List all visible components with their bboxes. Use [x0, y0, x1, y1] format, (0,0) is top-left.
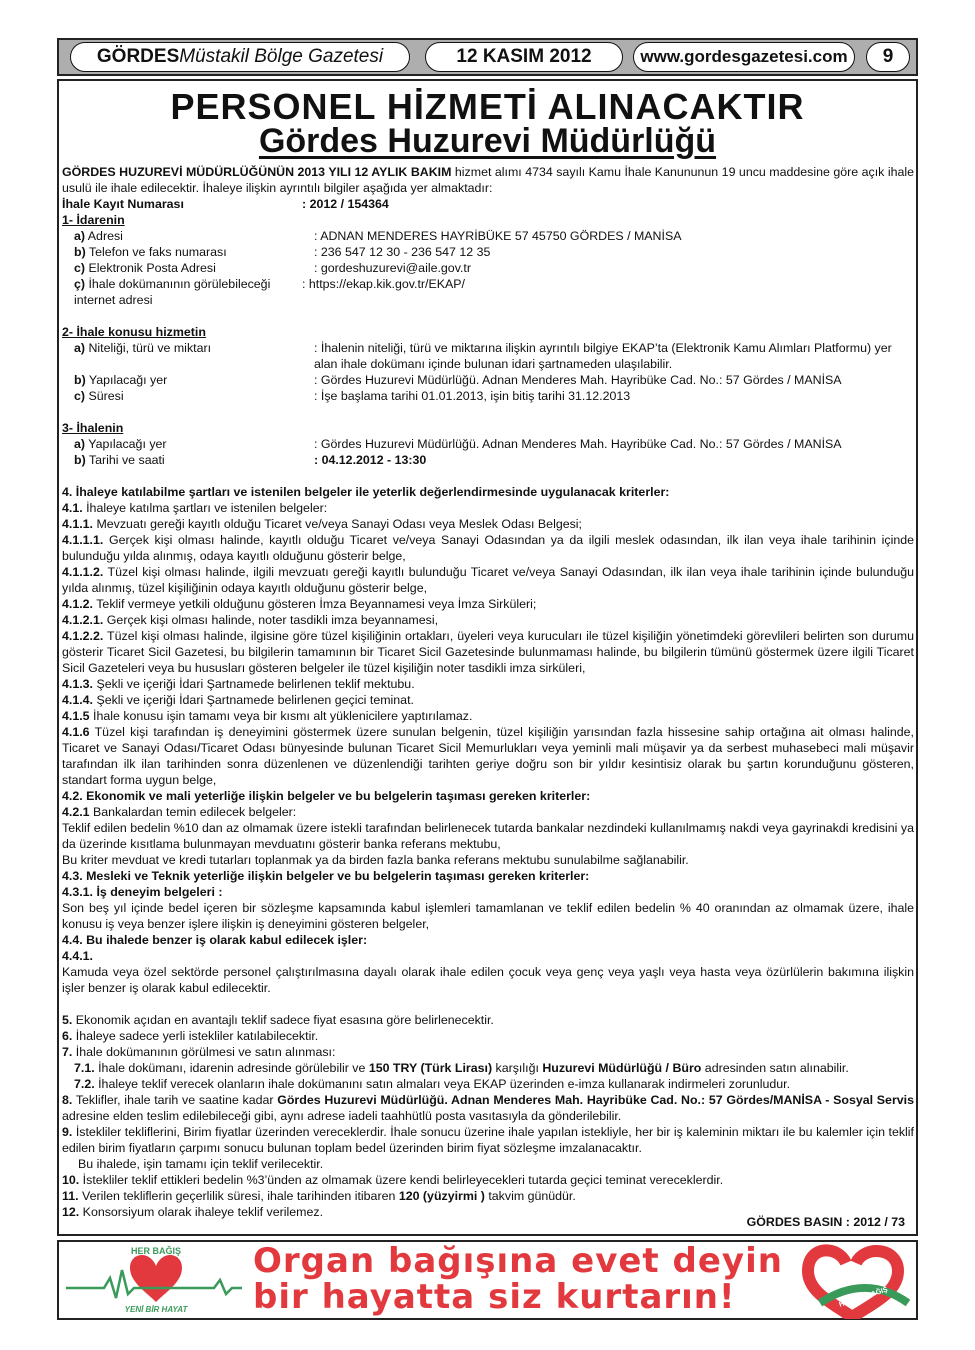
intro-bold: GÖRDES HUZUREVİ MÜDÜRLÜĞÜNÜN 2013 YILI 12 AYLIK BAKIM [62, 165, 452, 179]
criteria-paragraph [62, 676, 914, 692]
criteria-paragraph-bold: 4.3. Mesleki ve Teknik yeterliğe ilişkin belgeler ve bu belgelerin taşıması gereken kriterler: [62, 869, 590, 883]
criteria-paragraph [62, 564, 914, 596]
criteria-paragraph-text: İhale konusu işin tamamı veya bir kısmı alt yüklenicilere yaptırılamaz. [89, 709, 473, 723]
newspaper-name [70, 42, 410, 72]
issue-date [425, 42, 623, 72]
criteria-paragraph [62, 788, 914, 804]
registry-value: : 2012 / 154364 [302, 197, 389, 211]
s1-row-value: : 236 547 12 30 - 236 547 12 35 [314, 245, 491, 259]
s3-row-key: b) [74, 453, 86, 467]
criteria-paragraph-bold: 4.1.1. [62, 517, 94, 531]
criteria-paragraph-bold: 4. İhaleye katılabilme şartları ve istenilen belgeler ile yeterlik değerlendirmesinde uygulanacak kriterler: [62, 485, 670, 499]
item-8 [62, 1092, 914, 1124]
clause-paragraph [62, 1044, 914, 1060]
item-10-text: İstekliler teklif ettikleri bedelin %3’ünden az olmamak üzere kendi belirleyecekleri tutarda geçici teminat vereceklerdir. [79, 1173, 724, 1187]
item-7-1 [62, 1060, 914, 1076]
criteria-paragraph-text: Bankalardan temin edilecek belgeler: [89, 805, 297, 819]
publication-code: GÖRDES BASIN : 2012 / 73 [746, 1215, 905, 1229]
s1-row-value: : ADNAN MENDERES HAYRİBÜKE 57 45750 GÖRDES / MANİSA [314, 229, 682, 243]
item-10-num: 10. [62, 1173, 80, 1187]
criteria-paragraph-bold: 4.2.1 [62, 805, 90, 819]
criteria-paragraph [62, 852, 914, 868]
item-9 [62, 1124, 914, 1156]
s2-row-label: Niteliği, türü ve miktarı [85, 341, 212, 355]
registry-label: İhale Kayıt Numarası [62, 197, 184, 211]
s3-row-label: Yapılacağı yer [85, 437, 167, 451]
s3-row [62, 436, 914, 452]
item-7-1-text: İhale dokümanı, idarenin adresinde görülebilir ve [94, 1061, 369, 1075]
item-12-num: 12. [62, 1205, 80, 1219]
item-7-2-num: 7.2. [74, 1077, 95, 1091]
s3-row-value: : 04.12.2012 - 13:30 [314, 453, 427, 467]
s1-row-key: a) [74, 229, 86, 243]
clause-paragraph-text: İhaleye sadece yerli istekliler katılabilecektir. [72, 1029, 319, 1043]
s1-row-key: c) [74, 261, 86, 275]
criteria-paragraph [62, 628, 914, 676]
s2-row-value: : Gördes Huzurevi Müdürlüğü. Adnan Menderes Mah. Hayribüke Cad. No.: 57 Gördes / MANİSA [314, 373, 842, 387]
criteria-paragraph-text: Tüzel kişi olması halinde, ilgili mevzuatı gereği kayıtlı bulunduğu Ticaret ve/veya Sanayi Odasından, ilk ilan veya ihale tarihinin içinde bulunduğu yılda alınmış, tüzel kişiliğinin odaya kayıtlı olduğunu gösterir belge, [62, 565, 914, 595]
section-3-heading-text: 3- İhalenin [62, 421, 124, 435]
s2-row-label: Süresi [85, 389, 124, 403]
criteria-paragraph-text: Tüzel kişi tarafından iş deneyimini göstermek üzere sunulan belgenin, tüzel kişiliğin yarısından fazla hissesine sahip ortağına ait olması halinde, Ticaret ve Sanayi Odası/Ticaret Odası bünyesinde bulunan Ticaret Sicil Memurlukları veya yeminli mali müşavir ya da serbest muhasebeci mali müşavir tarafından ilk ilan tarihinden sonra düzenlenen ve düzenlendiği tarihten geriye doğru son bir yıldır kesintisiz olarak bu şartın korunduğunu gösteren, standart forma uygun belge, [62, 725, 914, 787]
logo-top-text: HER BAĞIŞ [130, 1246, 182, 1256]
s3-row-key: a) [74, 437, 86, 451]
page-number-text: 9 [882, 46, 894, 67]
criteria-paragraph-text: Teklif vermeye yetkili olduğunu gösteren İmza Beyannamesi veya İmza Sirküleri; [93, 597, 537, 611]
newspaper-name-rest: Müstakil Bölge Gazetesi [179, 46, 384, 67]
section-1-heading-text: 1- İdarenin [62, 213, 125, 227]
section-1-heading [62, 212, 914, 228]
s3-row [62, 452, 914, 468]
intro-paragraph [62, 164, 914, 196]
item-7-1-price: 150 TRY (Türk Lirası) [368, 1061, 493, 1075]
criteria-paragraph-text: Mevzuatı gereği kayıtlı olduğu Ticaret ve/veya Sanayi Odası veya Meslek Odası Belgesi; [93, 517, 582, 531]
website-link[interactable] [633, 42, 855, 72]
criteria-paragraph-bold: 4.1.5 [62, 709, 90, 723]
item-8-text: Teklifler, ihale tarih ve saatine kadar [72, 1093, 278, 1107]
logo-bottom-text: YENİ BİR HAYAT [124, 1305, 188, 1314]
criteria-paragraph-bold: 4.1.4. [62, 693, 94, 707]
criteria-paragraph-text: Şekli ve içeriği İdari Şartnamede belirlenen geçici teminat. [93, 693, 414, 707]
criteria-paragraph-bold: 4.1.1.1. [62, 533, 104, 547]
s1-row-key: b) [74, 245, 86, 259]
criteria-paragraph [62, 532, 914, 564]
clause-paragraph-bold: 5. [62, 1013, 73, 1027]
heart-shape [130, 1255, 182, 1302]
issue-date-text: 12 KASIM 2012 [456, 46, 592, 67]
s1-row [62, 260, 914, 276]
criteria-paragraph-bold: 4.3.1. İş deneyim belgeleri : [62, 885, 223, 899]
criteria-paragraph [62, 932, 914, 948]
item-12-text: Konsorsiyum olarak ihaleye teklif verilemez. [79, 1205, 324, 1219]
criteria-paragraph-bold: 4.1.2.1. [62, 613, 104, 627]
criteria-paragraph-text: Gerçek kişi olması halinde, kayıtlı olduğu Ticaret ve/veya Sanayi Odasından ya da ilgili meslek odasından, ilk ilan veya ihale tarihinin içinde bulunduğu yılda alınmış, odaya kayıtlı olduğunu gösterir belge, [62, 533, 914, 563]
item-8-text2: adresine elden teslim edilebileceği gibi, aynı adrese iadeli taahhütlü posta vasıtasıyla da gönderilebilir. [62, 1109, 622, 1123]
criteria-paragraph-text: Teklif edilen bedelin %10 dan az olmamak üzere istekli tarafından belirlenecek tutarda bankalar nezdindeki kullanılmamış nakdi veya gayrinakdi kredisini ya da üzerinde kısıtlama bulunmayan mevduatını gösterir banka referans mektubu, [62, 821, 914, 851]
item-9-text: İstekliler tekliflerini, Birim fiyatlar üzerinden vereceklerdir. İhale sonucu üzerine ihale yapılan istekliyle, her bir iş kaleminin miktarı ile bu kalemler için teklif edilen birim fiyatların çarpımı sonucu bulunan toplam bedel üzerinden birim fiyat sözleşme imzalanacaktır. [62, 1125, 914, 1155]
item-11-num: 11. [62, 1189, 79, 1203]
criteria-paragraph [62, 500, 914, 516]
item-9-num: 9. [62, 1125, 73, 1139]
s2-row [62, 372, 914, 388]
s2-row-value: : İşe başlama tarihi 01.01.2013, işin bitiş tarihi 31.12.2013 [314, 389, 631, 403]
criteria-paragraph-text: Son beş yıl içinde bedel içeren bir sözleşme kapsamında kabul işlemleri tamamlanan ve teklif edilen bedelin % 40 oranından az olmamak üzere, ihale konusu iş veya benzer işlere ilişkin iş deneyimini gösteren belgeler, [62, 901, 914, 931]
criteria-paragraph-bold: 4.1.6 [62, 725, 90, 739]
s2-row-key: c) [74, 389, 86, 403]
s3-row-value: : Gördes Huzurevi Müdürlüğü. Adnan Menderes Mah. Hayribüke Cad. No.: 57 Gördes / MANİSA [314, 437, 842, 451]
banner-slogan [253, 1243, 783, 1315]
clause-paragraph-bold: 7. [62, 1045, 73, 1059]
clause-paragraph-text: İhale dokümanının görülmesi ve satın alınması: [72, 1045, 336, 1059]
item-11 [62, 1188, 914, 1204]
criteria-paragraph-bold: 4.4. Bu ihalede benzer iş olarak kabul edilecek işler: [62, 933, 368, 947]
criteria-paragraph-text: İhaleye katılma şartları ve istenilen belgeler: [82, 501, 328, 515]
criteria-paragraph-bold: 4.1.1.2. [62, 565, 104, 579]
criteria-paragraph [62, 708, 914, 724]
hayata-bagis-logo [780, 1243, 914, 1319]
criteria-paragraph [62, 884, 914, 900]
clause-paragraph [62, 1012, 914, 1028]
section-4 [62, 484, 914, 996]
item-7-2 [62, 1076, 914, 1092]
heart-ribbon [808, 1250, 898, 1317]
criteria-paragraph [62, 612, 914, 628]
criteria-paragraph-text: Kamuda veya özel sektörde personel çalıştırılmasına dayalı olarak ihale edilen çocuk veya genç veya yaşlı veya hasta veya özürlülerin bakımına ilişkin işler benzer iş olarak kabul edilecektir. [62, 965, 914, 995]
item-8-address: Gördes Huzurevi Müdürlüğü. Adnan Menderes Mah. Hayribüke Cad. No.: 57 Gördes/MANİSA - Sosyal Servis [277, 1093, 914, 1107]
criteria-paragraph-text: Şekli ve içeriği İdari Şartnamede belirlenen teklif mektubu. [93, 677, 415, 691]
announcement-title: PERSONEL HİZMETİ ALINACAKTIR [170, 86, 805, 127]
banner-line-2: bir hayatta siz kurtarın! [253, 1277, 736, 1317]
item-11-days: 120 (yüzyirmi ) [398, 1189, 485, 1203]
s1-row-label: Elektronik Posta Adresi [85, 261, 216, 275]
item-11-text: Verilen tekliflerin geçerlilik süresi, ihale tarihinden itibaren [78, 1189, 399, 1203]
ribbon-text: HAYATA BAĞIŞ [838, 1286, 889, 1309]
section-3-heading [62, 420, 914, 436]
s1-row [62, 228, 914, 244]
website-text: www.gordesgazetesi.com [640, 47, 848, 66]
item-7-1-num: 7.1. [74, 1061, 95, 1075]
s2-row-label: Yapılacağı yer [85, 373, 168, 387]
criteria-paragraph-bold: 4.1.2.2. [62, 629, 104, 643]
criteria-paragraph-text: Bu kriter mevduat ve kredi tutarları toplanmak ya da birden fazla banka referans mektubu sunulabilme sağlanabilir. [62, 853, 689, 867]
criteria-paragraph-text: Tüzel kişi olması halinde, ilgisine göre tüzel kişiliğinin ortakları, üyeleri veya kurucuları ile tüzel kişiliğin yönetimdeki görevlileri belirten son durumu gösterir Ticaret Sicil Gazetesi, bu bilgilerin tamamının bir Ticaret Sicil Gazetesinde bulunmaması halinde, bu bilgilerin tümünü göstermek üzere ilgili Ticaret Sicil Gazeteleri veya bu hususları gösteren belgeler ile tüzel kişiliğin noter tasdikli imza sirküleri, [62, 629, 914, 675]
criteria-paragraph [62, 820, 914, 852]
criteria-paragraph [62, 964, 914, 996]
s2-row [62, 388, 914, 404]
s1-row [62, 276, 914, 308]
s1-row-label: İhale dokümanının görülebileceği internet adresi [74, 277, 271, 307]
email-link[interactable]: : gordeshuzurevi@aile.gov.tr [314, 261, 471, 275]
item-8-num: 8. [62, 1093, 73, 1107]
criteria-paragraph [62, 692, 914, 708]
banner-line-1: Organ bağışına evet deyin [253, 1241, 783, 1281]
criteria-paragraph-bold: 4.1.2. [62, 597, 94, 611]
criteria-paragraph [62, 948, 914, 964]
criteria-paragraph [62, 596, 914, 612]
item-7-1-text2: karşılığı [492, 1061, 543, 1075]
announcement-body [62, 164, 914, 1220]
criteria-paragraph-bold: 4.1. [62, 501, 83, 515]
ekap-link[interactable]: : https://ekap.kik.gov.tr/EKAP/ [302, 277, 465, 291]
s2-row [62, 340, 914, 372]
registry-row [62, 196, 914, 212]
item-7-1-place: Huzurevi Müdürlüğü / Büro [542, 1061, 702, 1075]
item-11-text2: takvim günüdür. [484, 1189, 576, 1203]
section-5-7 [62, 1012, 914, 1060]
clause-paragraph-text: Ekonomik açıdan en avantajlı teklif sadece fiyat esasına göre belirlenecektir. [72, 1013, 494, 1027]
s1-row-label: Telefon ve faks numarası [85, 245, 227, 259]
clause-paragraph-bold: 6. [62, 1029, 73, 1043]
s1-row-key: ç) [74, 277, 86, 291]
criteria-paragraph-bold: 4.1.3. [62, 677, 94, 691]
heart-ecg-logo [64, 1244, 244, 1316]
announcement-subtitle [57, 122, 918, 161]
s2-row-key: a) [74, 341, 86, 355]
section-2-heading [62, 324, 914, 340]
criteria-paragraph [62, 484, 914, 500]
subtitle-text: Gördes Huzurevi Müdürlüğü [258, 122, 717, 160]
section-2-heading-text: 2- İhale konusu hizmetin [62, 325, 206, 339]
criteria-paragraph [62, 804, 914, 820]
clause-paragraph [62, 1028, 914, 1044]
criteria-paragraph [62, 900, 914, 932]
criteria-paragraph [62, 724, 914, 788]
s1-row-label: Adresi [85, 229, 123, 243]
s1-row [62, 244, 914, 260]
criteria-paragraph [62, 868, 914, 884]
item-9-note: Bu ihalede, işin tamamı için teklif verilecektir. [78, 1157, 324, 1171]
criteria-paragraph-text: Gerçek kişi olması halinde, noter tasdikli imza beyannamesi, [103, 613, 439, 627]
s2-row-key: b) [74, 373, 86, 387]
page-number [866, 42, 910, 72]
criteria-paragraph-bold: 4.4.1. [62, 949, 94, 963]
item-10 [62, 1172, 914, 1188]
item-7-2-text: İhaleye teklif verecek olanların ihale dokümanını satın almaları veya EKAP üzerinden e-imza kullanarak indirmeleri zorunludur. [94, 1077, 791, 1091]
item-7-1-text3: adresinden satın alınabilir. [701, 1061, 849, 1075]
criteria-paragraph-bold: 4.2. Ekonomik ve mali yeterliğe ilişkin belgeler ve bu belgelerin taşıması gereken kriterler: [62, 789, 591, 803]
criteria-paragraph [62, 516, 914, 532]
intro-text: hizmet alımı 4734 sayılı Kamu İhale Kanununun 19 uncu maddesine göre açık ihale usulü ile ihale edilecektir. İhaleye ilişkin ayrıntılı bilgiler aşağıda yer almaktadır: [62, 165, 915, 195]
s2-row-value: : İhalenin niteliği, türü ve miktarına ilişkin ayrıntılı bilgiye EKAP’ta (Elektronik Kamu Alımları Platformu) yer alan ihale dokümanı içinde bulunan idari şartnameden ulaşılabilir. [314, 341, 892, 371]
s3-row-label: Tarihi ve saati [85, 453, 165, 467]
newspaper-name-bold: GÖRDES [96, 46, 180, 67]
